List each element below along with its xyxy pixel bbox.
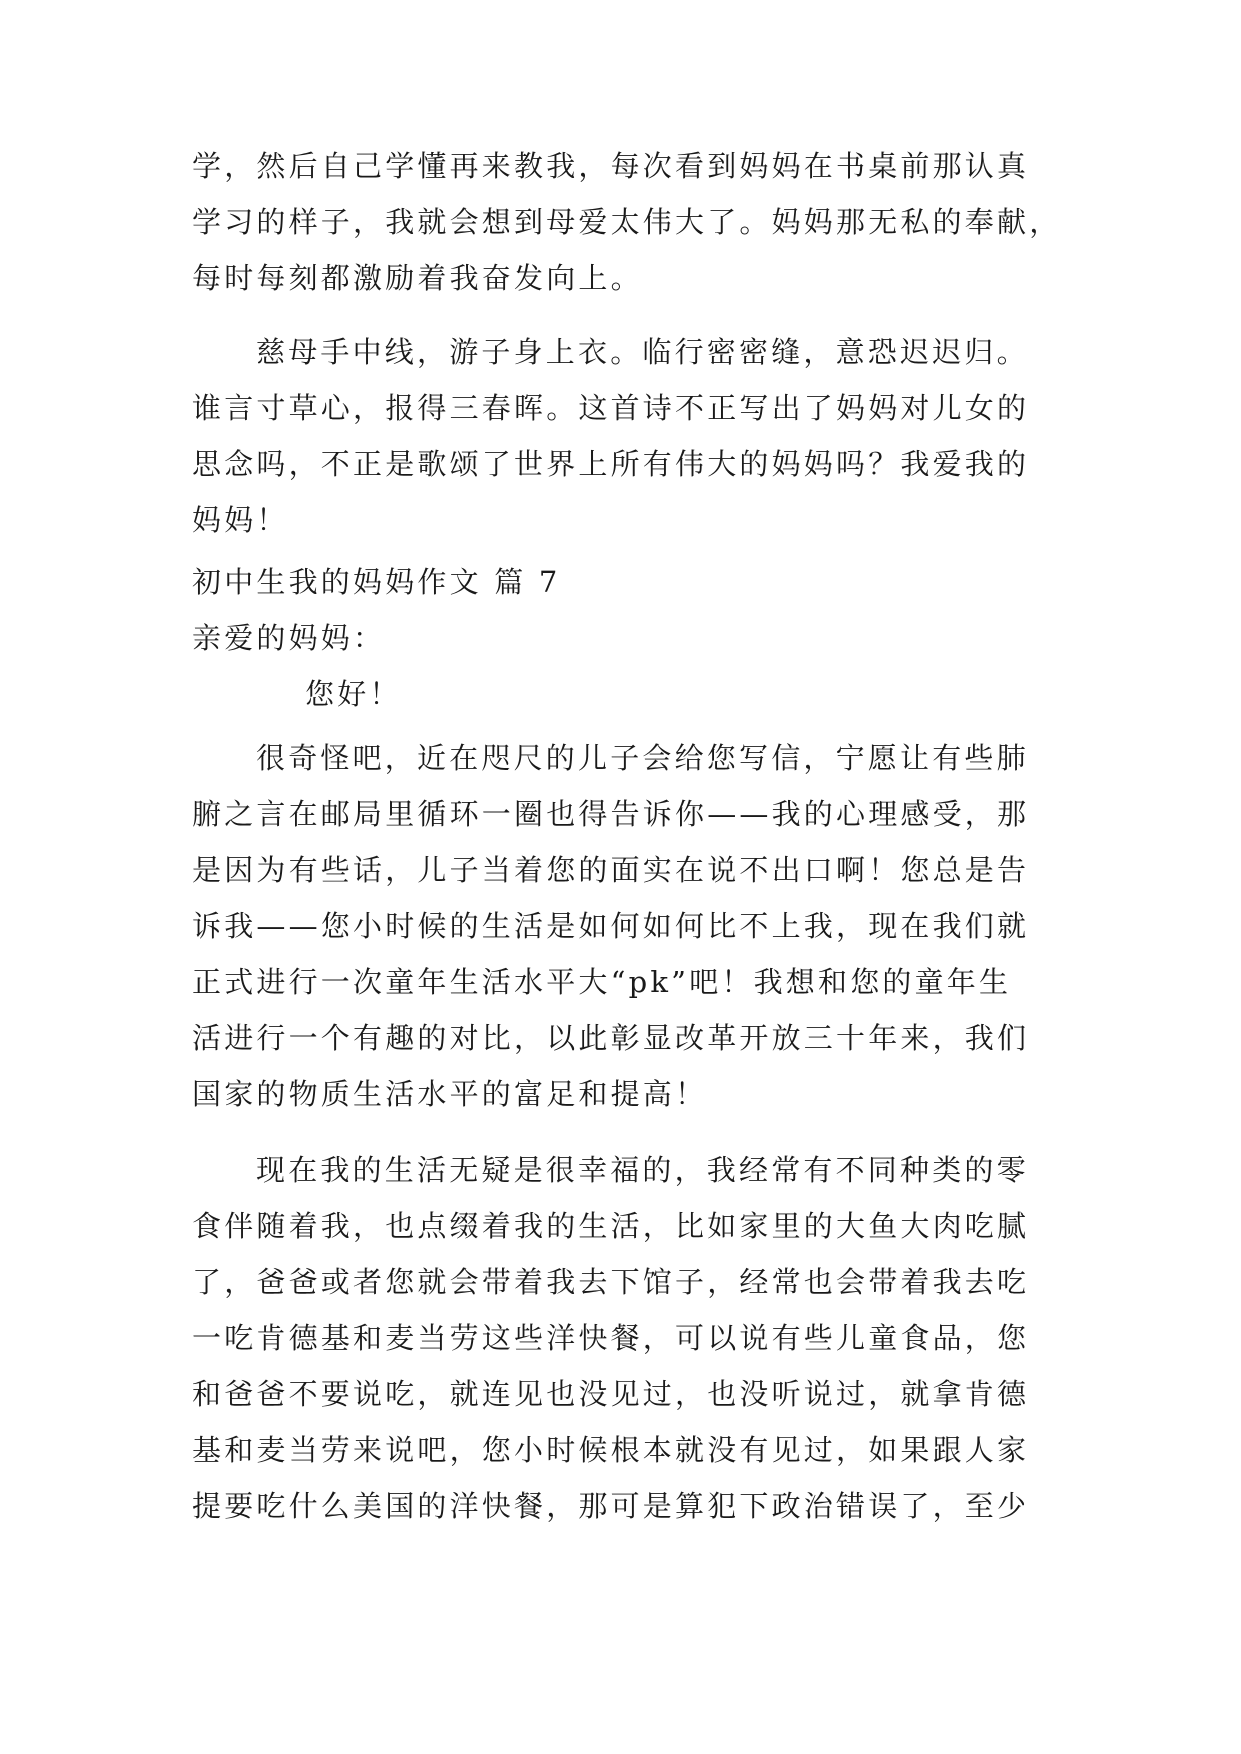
letter-greeting: 您好！ bbox=[305, 677, 402, 711]
paragraph-line: 诉我——您小时候的生活是如何如何比不上我，现在我们就 bbox=[192, 909, 1030, 943]
paragraph-line: 正式进行一次童年生活水平大“pk”吧！我想和您的童年生 bbox=[192, 965, 1012, 999]
paragraph-line: 慈母手中线，游子身上衣。临行密密缝，意恐迟迟归。 bbox=[256, 335, 1029, 369]
paragraph-line: 思念吗，不正是歌颂了世界上所有伟大的妈妈吗？我爱我的 bbox=[192, 447, 1030, 481]
paragraph-line: 一吃肯德基和麦当劳这些洋快餐，可以说有些儿童食品，您 bbox=[192, 1321, 1030, 1355]
paragraph-line: 每时每刻都激励着我奋发向上。 bbox=[192, 261, 643, 295]
paragraph-line: 是因为有些话，儿子当着您的面实在说不出口啊！您总是告 bbox=[192, 853, 1030, 887]
section-heading: 初中生我的妈妈作文 篇 7 bbox=[192, 565, 561, 599]
paragraph-line: 腑之言在邮局里循环一圈也得告诉你——我的心理感受，那 bbox=[192, 797, 1030, 831]
paragraph-line: 和爸爸不要说吃，就连见也没见过，也没听说过，就拿肯德 bbox=[192, 1377, 1030, 1411]
paragraph-line: 提要吃什么美国的洋快餐，那可是算犯下政治错误了，至少 bbox=[192, 1489, 1030, 1523]
paragraph-line: 活进行一个有趣的对比，以此彰显改革开放三十年来，我们 bbox=[192, 1021, 1030, 1055]
paragraph-line: 基和麦当劳来说吧，您小时候根本就没有见过，如果跟人家 bbox=[192, 1433, 1030, 1467]
paragraph-line: 妈妈！ bbox=[192, 503, 289, 537]
paragraph-line: 学，然后自己学懂再来教我，每次看到妈妈在书桌前那认真 bbox=[192, 149, 1030, 183]
paragraph-line: 谁言寸草心，报得三春晖。这首诗不正写出了妈妈对儿女的 bbox=[192, 391, 1030, 425]
paragraph-line: 现在我的生活无疑是很幸福的，我经常有不同种类的零 bbox=[256, 1153, 1029, 1187]
paragraph-line: 国家的物质生活水平的富足和提高！ bbox=[192, 1077, 708, 1111]
letter-salutation: 亲爱的妈妈： bbox=[192, 621, 386, 655]
paragraph-line: 了，爸爸或者您就会带着我去下馆子，经常也会带着我去吃 bbox=[192, 1265, 1030, 1299]
paragraph-line: 很奇怪吧，近在咫尺的儿子会给您写信，宁愿让有些肺 bbox=[256, 741, 1029, 775]
paragraph-line: 学习的样子，我就会想到母爱太伟大了。妈妈那无私的奉献， bbox=[192, 205, 1062, 239]
paragraph-line: 食伴随着我，也点缀着我的生活，比如家里的大鱼大肉吃腻 bbox=[192, 1209, 1030, 1243]
